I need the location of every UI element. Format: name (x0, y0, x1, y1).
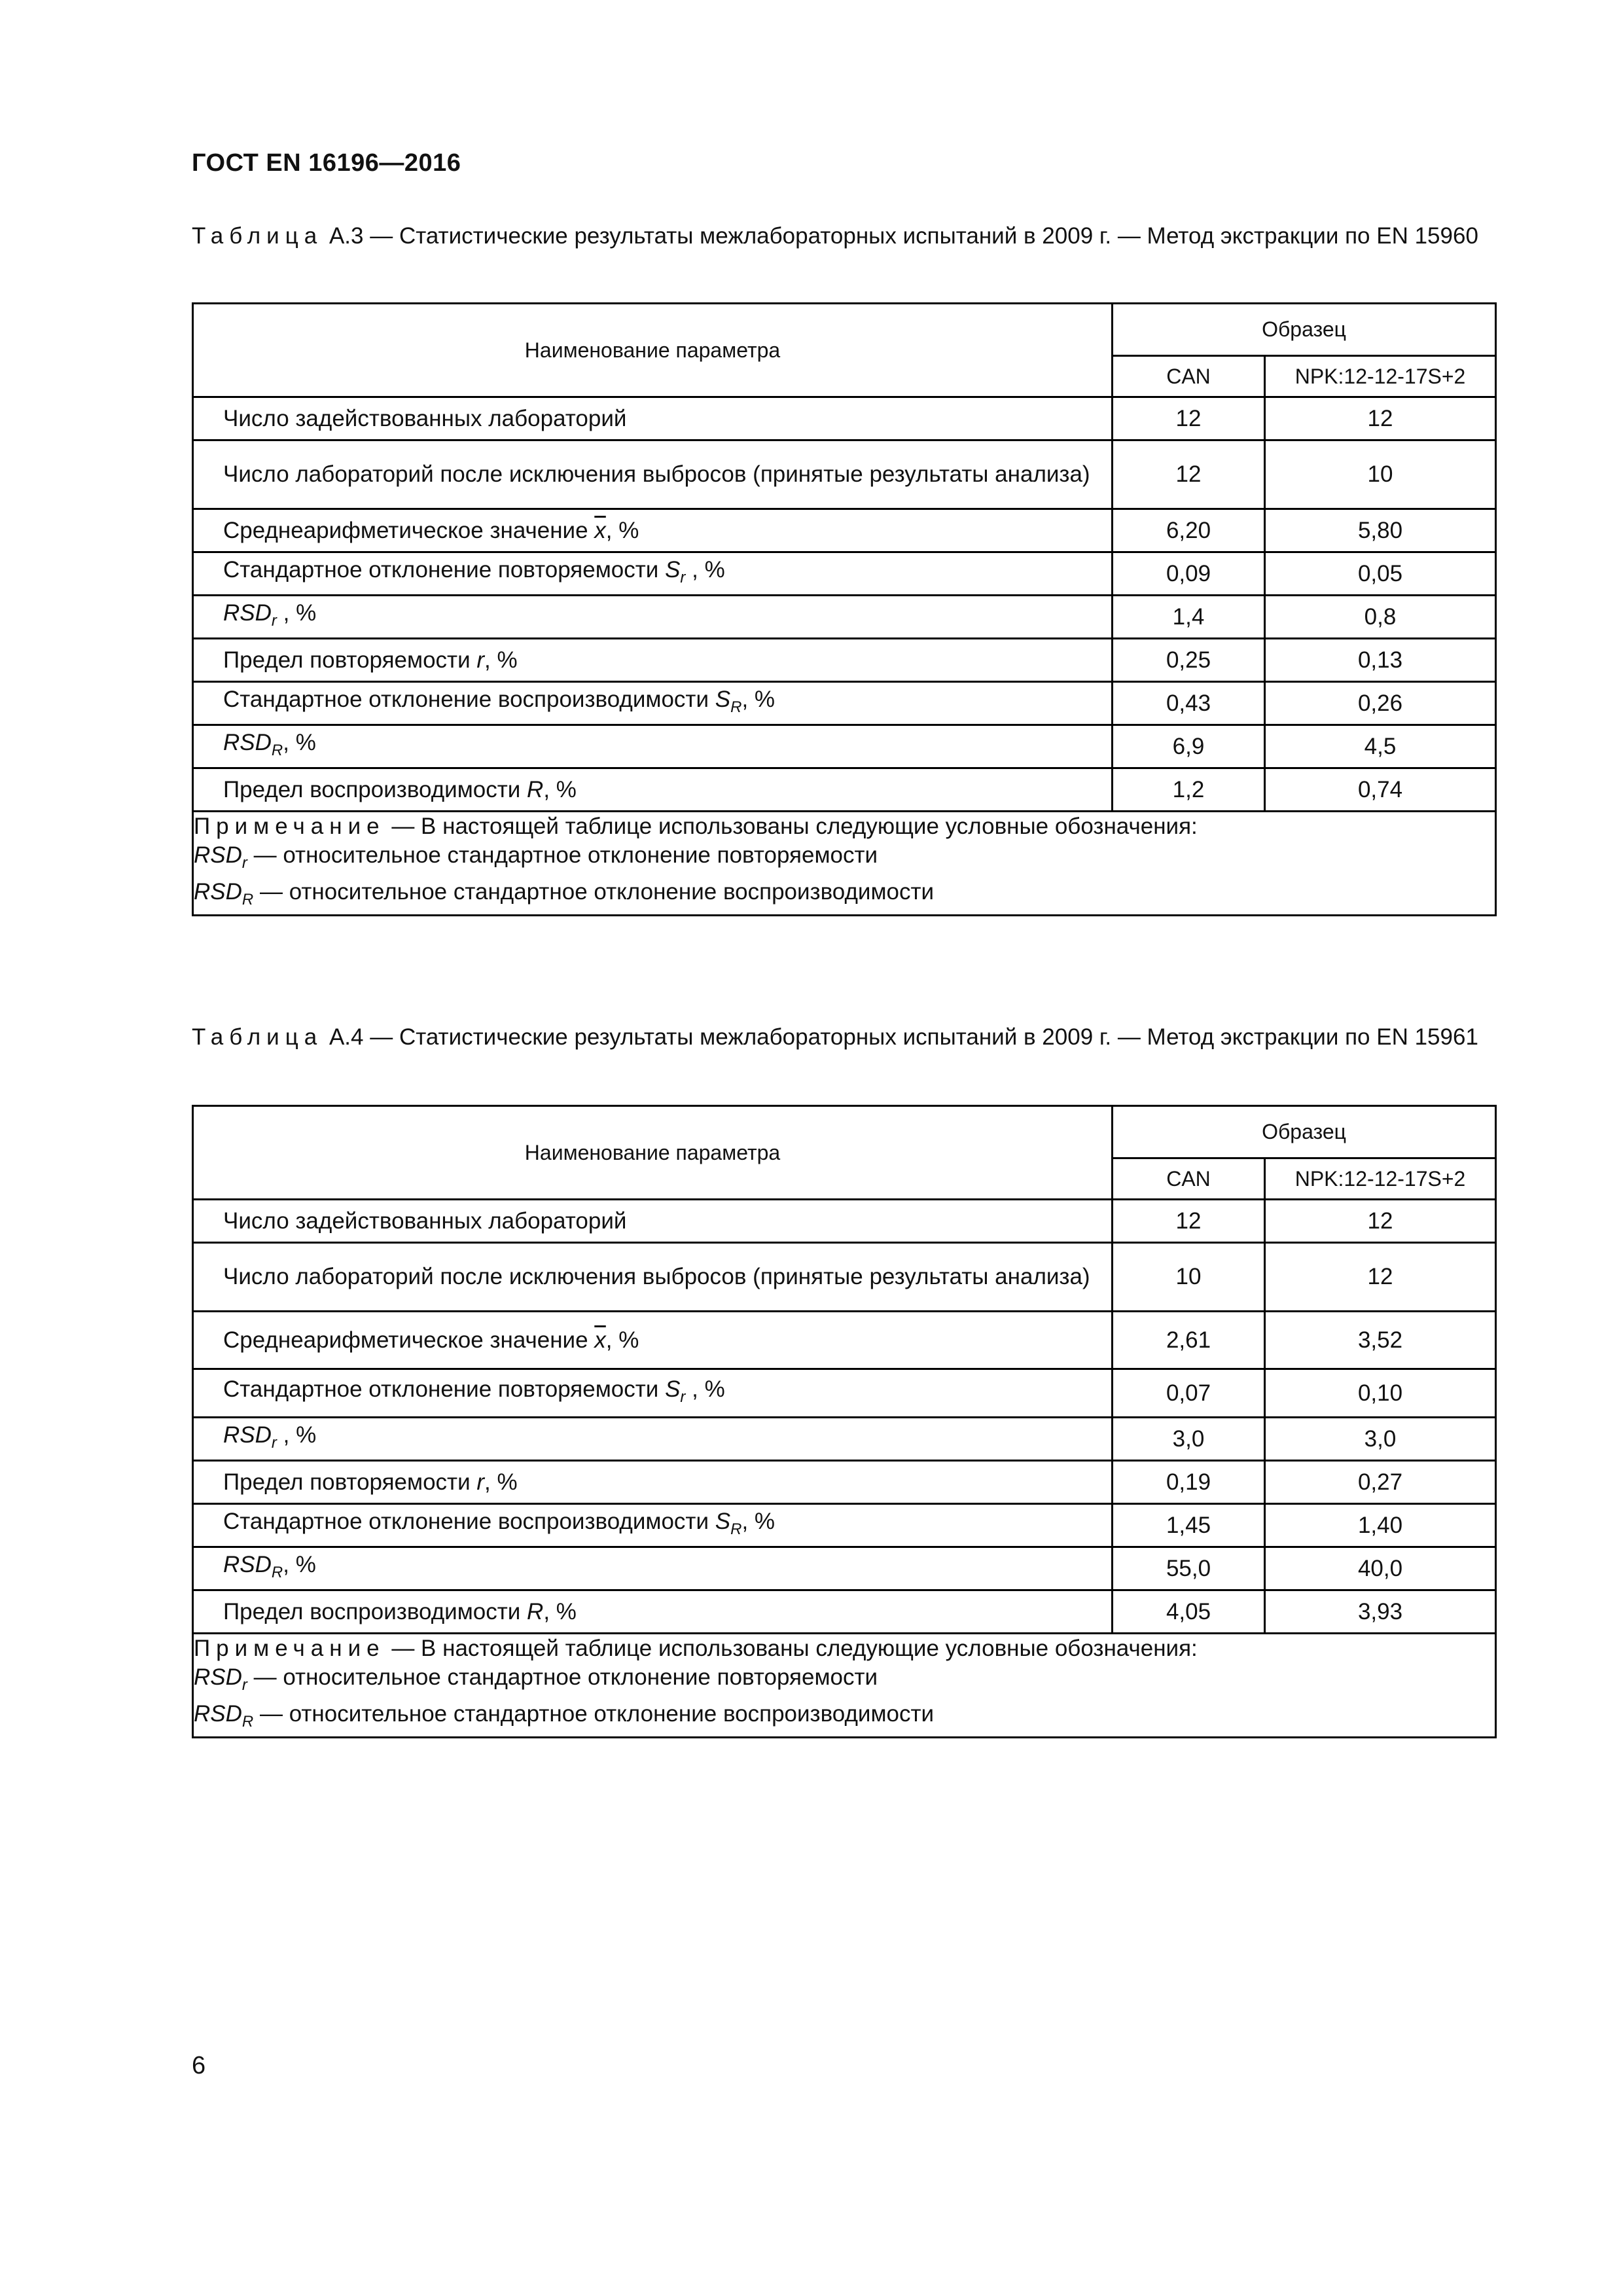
value-can: 0,19 (1113, 1461, 1265, 1504)
table-row (193, 1369, 1496, 1418)
col-can-header: CAN (1113, 356, 1265, 397)
sample-header: Образец (1113, 1106, 1496, 1158)
value-can: 3,0 (1113, 1418, 1265, 1461)
table-row (193, 1461, 1496, 1504)
table-row (193, 682, 1496, 725)
row-label: $RSD_R$, % (193, 1547, 1113, 1590)
value-can: 4,05 (1113, 1590, 1265, 1634)
page-number: 6 (192, 2052, 206, 2079)
row-label: Число лабораторий после исключения выбросов (принятые результаты анализа) (193, 440, 1113, 509)
value-can: 0,07 (1113, 1369, 1265, 1418)
value-npk: 0,8 (1265, 596, 1496, 639)
row-label: Число задействованных лабораторий (193, 397, 1113, 440)
row-label: Предел повторяемости r, % (193, 1461, 1113, 1504)
row-label: Предел повторяемости r, % (193, 639, 1113, 682)
value-can: 6,20 (1113, 509, 1265, 552)
value-npk: 4,5 (1265, 725, 1496, 768)
row-label: Среднеарифметическое значение $\overline{x}$, % (193, 1312, 1113, 1369)
value-can: 0,25 (1113, 639, 1265, 682)
value-npk: 0,10 (1265, 1369, 1496, 1418)
table-row (193, 768, 1496, 812)
value-can: 12 (1113, 397, 1265, 440)
value-npk: 0,74 (1265, 768, 1496, 812)
row-label: Число лабораторий после исключения выбросов (принятые результаты анализа) (193, 1243, 1113, 1312)
value-npk: 5,80 (1265, 509, 1496, 552)
row-label: Предел воспроизводимости R, % (193, 1590, 1113, 1634)
value-npk: 1,40 (1265, 1504, 1496, 1547)
value-can: 2,61 (1113, 1312, 1265, 1369)
row-label: Среднеарифметическое значение $\overline{x}$, % (193, 509, 1113, 552)
value-npk: 3,0 (1265, 1418, 1496, 1461)
col-can-header: CAN (1113, 1158, 1265, 1200)
value-can: 6,9 (1113, 725, 1265, 768)
sample-header: Образец (1113, 304, 1496, 356)
value-npk: 40,0 (1265, 1547, 1496, 1590)
table-row (193, 725, 1496, 768)
value-can: 55,0 (1113, 1547, 1265, 1590)
table-row (193, 1590, 1496, 1634)
row-label: Стандартное отклонение воспроизводимости $S_R$, % (193, 682, 1113, 725)
value-npk: 12 (1265, 1243, 1496, 1312)
caption-prefix: Таблица (192, 1024, 323, 1050)
value-npk: 0,26 (1265, 682, 1496, 725)
document-header: ГОСТ EN 16196—2016 (192, 149, 461, 177)
table-caption (192, 1022, 1493, 1052)
caption-text: А.3 — Статистические результаты межлабораторных испытаний в 2009 г. — Метод экстракции по EN 15960 (323, 223, 1478, 249)
value-npk: 0,27 (1265, 1461, 1496, 1504)
row-label: $RSD_r$ , % (193, 1418, 1113, 1461)
value-can: 1,4 (1113, 596, 1265, 639)
value-npk: 3,52 (1265, 1312, 1496, 1369)
table-note: Примечание — В настоящей таблице использованы следующие условные обозначения: $RSD_r$ — относительное стандартное отклонение повторяемости $RSD_R$ — относительное стандартное отклонение воспроизводимости (193, 1634, 1496, 1738)
value-npk: 0,13 (1265, 639, 1496, 682)
col-npk-header: NPK:12-12-17S+2 (1265, 356, 1496, 397)
row-label: Предел воспроизводимости R, % (193, 768, 1113, 812)
row-label: Число задействованных лабораторий (193, 1200, 1113, 1243)
row-label: Стандартное отклонение повторяемости $S_r$ , % (193, 1369, 1113, 1418)
param-name-header: Наименование параметра (193, 1106, 1113, 1200)
value-can: 0,43 (1113, 682, 1265, 725)
value-can: 12 (1113, 440, 1265, 509)
param-name-header: Наименование параметра (193, 304, 1113, 397)
table-row (193, 639, 1496, 682)
stats-table (192, 1105, 1497, 1738)
value-npk: 3,93 (1265, 1590, 1496, 1634)
value-npk: 12 (1265, 397, 1496, 440)
row-label: Стандартное отклонение воспроизводимости $S_R$, % (193, 1504, 1113, 1547)
row-label: $RSD_R$, % (193, 725, 1113, 768)
value-npk: 0,05 (1265, 552, 1496, 596)
table-row (193, 1547, 1496, 1590)
table-row (193, 440, 1496, 509)
table-row (193, 1243, 1496, 1312)
stats-table (192, 302, 1497, 916)
table-row (193, 552, 1496, 596)
table-row (193, 509, 1496, 552)
note-row (193, 812, 1496, 916)
value-npk: 10 (1265, 440, 1496, 509)
table-note: Примечание — В настоящей таблице использованы следующие условные обозначения: $RSD_r$ — относительное стандартное отклонение повторяемости $RSD_R$ — относительное стандартное отклонение воспроизводимости (193, 812, 1496, 916)
value-can: 12 (1113, 1200, 1265, 1243)
table-row (193, 397, 1496, 440)
table-row (193, 1200, 1496, 1243)
value-npk: 12 (1265, 1200, 1496, 1243)
row-label: $RSD_r$ , % (193, 596, 1113, 639)
caption-text: А.4 — Статистические результаты межлабораторных испытаний в 2009 г. — Метод экстракции по EN 15961 (323, 1024, 1478, 1050)
value-can: 1,45 (1113, 1504, 1265, 1547)
value-can: 1,2 (1113, 768, 1265, 812)
table-caption (192, 221, 1493, 251)
table-row (193, 1418, 1496, 1461)
table-row (193, 596, 1496, 639)
caption-prefix: Таблица (192, 223, 323, 249)
value-can: 0,09 (1113, 552, 1265, 596)
col-npk-header: NPK:12-12-17S+2 (1265, 1158, 1496, 1200)
note-row (193, 1634, 1496, 1738)
table-row (193, 1504, 1496, 1547)
value-can: 10 (1113, 1243, 1265, 1312)
table-row (193, 1312, 1496, 1369)
row-label: Стандартное отклонение повторяемости $S_r$ , % (193, 552, 1113, 596)
